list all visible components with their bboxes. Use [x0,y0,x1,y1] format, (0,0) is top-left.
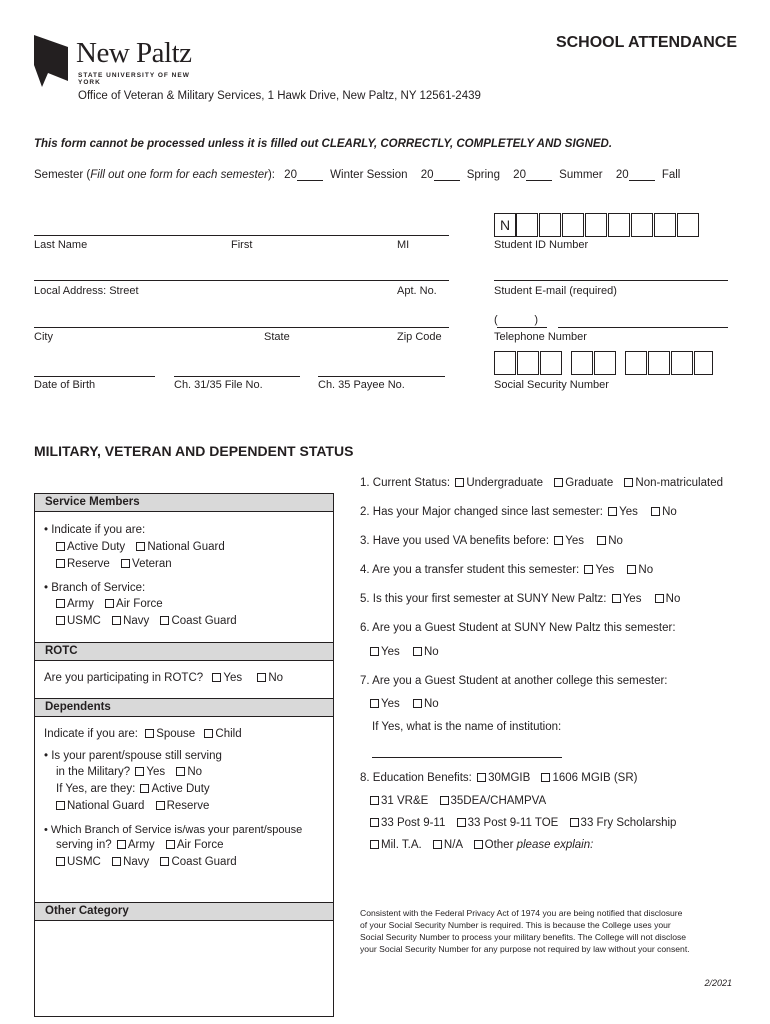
email-label: Student E-mail (required) [494,285,617,297]
checkbox-na[interactable] [433,840,442,849]
checkbox-30mgib[interactable] [477,773,486,782]
phone-area-code: ( ) [494,314,538,326]
checkbox-q5-no[interactable] [655,594,664,603]
checkbox-other[interactable] [474,840,483,849]
checkbox-army[interactable] [56,599,65,608]
logo-mark-icon [34,35,68,87]
institution-field[interactable] [372,757,562,758]
dob-label: Date of Birth [34,379,96,391]
state-label: State [264,331,290,343]
which-branch-label: • Which Branch of Service is/was your parent/spouse [44,824,303,836]
street-field[interactable] [34,280,449,281]
checkbox-spouse[interactable] [145,729,154,738]
checkbox-dep-reserve[interactable] [156,801,165,810]
checkbox-child[interactable] [204,729,213,738]
last-name-label: Last Name [34,239,88,251]
student-id-label: Student ID Number [494,239,589,251]
dependents-indicate: Indicate if you are: [44,728,138,740]
checkbox-dep-air-force[interactable] [166,840,175,849]
q4-label: 4. Are you a transfer student this semester: [360,564,580,576]
checkbox-undergraduate[interactable] [455,478,464,487]
checkbox-coast-guard[interactable] [160,616,169,625]
checkbox-q7-no[interactable] [413,699,422,708]
street-label: Local Address: Street [34,285,139,297]
rotc-heading: ROTC [34,642,334,661]
office-address: Office of Veteran & Military Services, 1 Hawk Drive, New Paltz, NY 12561-2439 [78,90,481,102]
checkbox-33-fry[interactable] [570,818,579,827]
rotc-question: Are you participating in ROTC? [44,672,204,684]
checkbox-national-guard[interactable] [136,542,145,551]
spring-year-field[interactable] [434,180,460,181]
email-field[interactable] [494,280,728,281]
ssn-label: Social Security Number [494,379,609,391]
checkbox-veteran[interactable] [121,559,130,568]
still-serving-label: • Is your parent/spouse still serving [44,750,222,762]
semester-label-note: Fill out one form for each semester [90,169,268,181]
apt-label: Apt. No. [397,285,437,297]
checkbox-serving-no[interactable] [176,767,185,776]
checkbox-graduate[interactable] [554,478,563,487]
logo-text: New Paltz [76,37,192,69]
file-no-label: Ch. 31/35 File No. [174,379,263,391]
payee-no-field[interactable] [318,376,445,377]
checkbox-navy[interactable] [112,616,121,625]
mi-label: MI [397,239,410,251]
semester-row: Semester (Fill out one form for each semester): 20 Winter Session 20 Spring 20 Summer 20 Fall [34,169,681,181]
checkbox-q2-no[interactable] [651,507,660,516]
checkbox-dep-national-guard[interactable] [56,801,65,810]
checkbox-35dea[interactable] [440,796,449,805]
file-no-field[interactable] [174,376,300,377]
payee-no-label: Ch. 35 Payee No. [318,379,405,391]
checkbox-rotc-yes[interactable] [212,673,221,682]
checkbox-q6-no[interactable] [413,647,422,656]
checkbox-reserve[interactable] [56,559,65,568]
dependents-heading: Dependents [34,698,334,717]
checkbox-serving-yes[interactable] [135,767,144,776]
checkbox-33-toe[interactable] [457,818,466,827]
city-label: City [34,331,53,343]
service-indicate: • Indicate if you are: [44,524,146,536]
checkbox-usmc[interactable] [56,616,65,625]
checkbox-q3-yes[interactable] [554,536,563,545]
branch-label: • Branch of Service: [44,582,146,594]
summer-year-field[interactable] [526,180,552,181]
phone-field[interactable] [558,327,728,328]
zip-label: Zip Code [397,331,442,343]
privacy-notice: Consistent with the Federal Privacy Act of 1974 you are being notified that disclosure of your Social Security Number is required. This is because the College uses your Social Security Number to process your military benefits. The College will not disclose your Social Security Number for any purpose not required by law without your consent. [360,908,690,954]
checkbox-dep-usmc[interactable] [56,857,65,866]
checkbox-1606[interactable] [541,773,550,782]
q6-label: 6. Are you a Guest Student at SUNY New Paltz this semester: [360,622,676,634]
first-name-label: First [231,239,253,251]
checkbox-q4-no[interactable] [627,565,636,574]
checkbox-q2-yes[interactable] [608,507,617,516]
dob-field[interactable] [34,376,155,377]
checkbox-mil-ta[interactable] [370,840,379,849]
q1-label: 1. Current Status: [360,477,451,489]
checkbox-non-matriculated[interactable] [624,478,633,487]
q3-label: 3. Have you used VA benefits before: [360,535,550,547]
status-heading: MILITARY, VETERAN AND DEPENDENT STATUS [34,443,354,459]
area-code-field[interactable] [497,327,547,328]
checkbox-air-force[interactable] [105,599,114,608]
checkbox-dep-navy[interactable] [112,857,121,866]
notice: This form cannot be processed unless it is filled out CLEARLY, CORRECTLY, COMPLETELY AND SIGNED. [34,138,613,150]
logo-subtext: STATE UNIVERSITY OF NEW YORK [78,72,190,86]
name-field[interactable] [34,235,449,236]
fall-year-field[interactable] [629,180,655,181]
checkbox-q5-yes[interactable] [612,594,621,603]
checkbox-31-vre[interactable] [370,796,379,805]
logo [34,35,214,90]
q5-label: 5. Is this your first semester at SUNY New Paltz: [360,593,607,605]
other-category-heading: Other Category [34,902,334,921]
checkbox-dep-army[interactable] [117,840,126,849]
student-id-prefix: N [494,213,516,237]
phone-label: Telephone Number [494,331,587,343]
checkbox-rotc-no[interactable] [257,673,266,682]
q2-label: 2. Has your Major changed since last semester: [360,506,603,518]
checkbox-q3-no[interactable] [597,536,606,545]
checkbox-q6-yes[interactable] [370,647,379,656]
checkbox-dep-coast-guard[interactable] [160,857,169,866]
checkbox-q4-yes[interactable] [584,565,593,574]
footer-date: 2/2021 [704,978,732,988]
checkbox-33-post[interactable] [370,818,379,827]
q8-label: 8. Education Benefits: [360,772,472,784]
q7-label: 7. Are you a Guest Student at another college this semester: [360,675,668,687]
q7-if-yes-label: If Yes, what is the name of institution: [372,721,562,733]
checkbox-dep-active-duty[interactable] [140,784,149,793]
semester-label: Semester ( [34,169,91,181]
checkbox-q7-yes[interactable] [370,699,379,708]
city-field[interactable] [34,327,449,328]
other-category-field[interactable] [35,921,333,1016]
page-title: SCHOOL ATTENDANCE [555,34,737,51]
service-members-heading: Service Members [34,493,334,512]
checkbox-active-duty[interactable] [56,542,65,551]
winter-year-field[interactable] [297,180,323,181]
